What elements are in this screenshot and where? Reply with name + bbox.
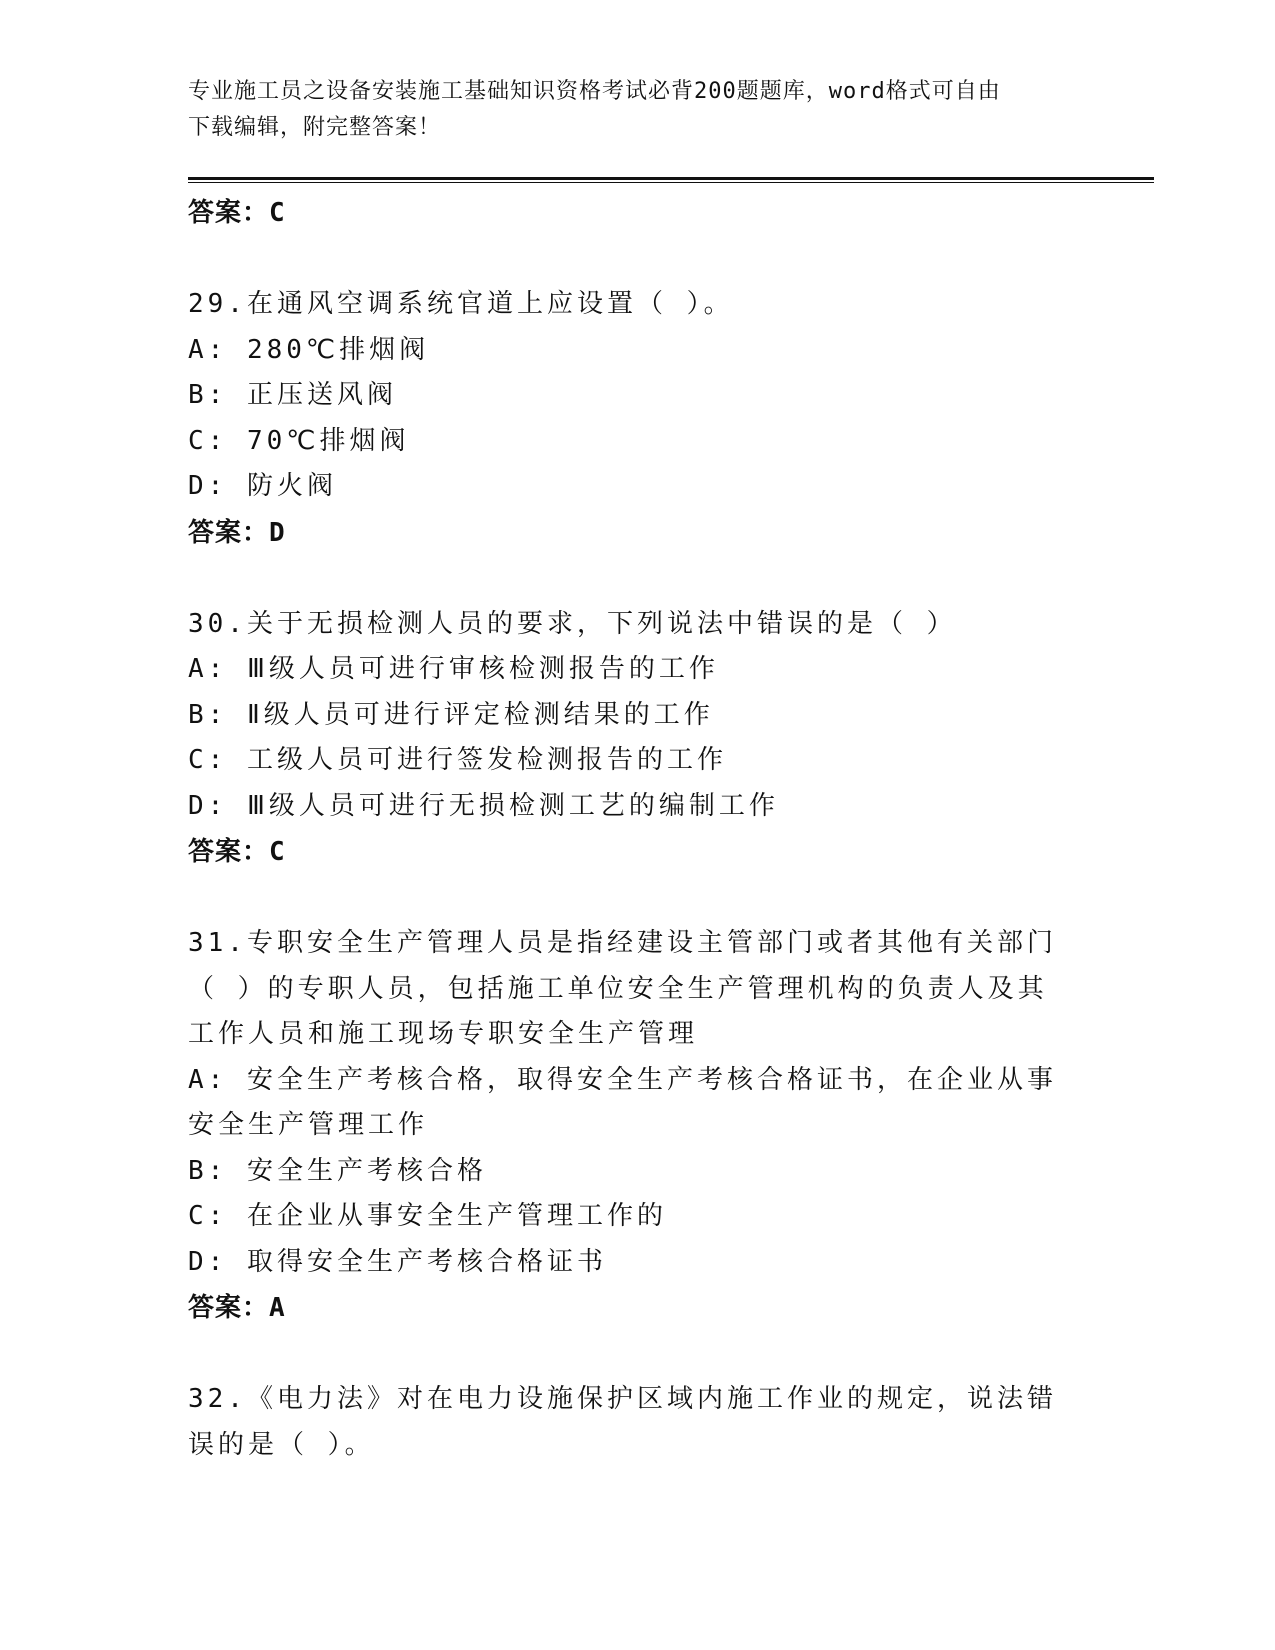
question-30 <box>188 602 1088 876</box>
document-header <box>188 74 1068 146</box>
answer-line: 答案：C <box>188 837 286 867</box>
option-d: D: 取得安全生产考核合格证书 <box>188 1246 607 1277</box>
option-b: B: Ⅱ级人员可进行评定检测结果的工作 <box>188 699 714 730</box>
option-d: D: 防火阀 <box>188 471 337 501</box>
header-rule-thick <box>188 177 1154 180</box>
question-32 <box>188 1377 1088 1468</box>
option-a: A: 280℃排烟阀 <box>188 334 430 365</box>
question-31 <box>188 921 1088 1331</box>
answer-line: 答案：D <box>188 517 286 548</box>
header-rule-thin <box>188 182 1154 183</box>
option-b: B: 正压送风阀 <box>188 380 397 410</box>
option-a: A: Ⅲ级人员可进行审核检测报告的工作 <box>188 654 719 684</box>
question-text: 31.专职安全生产管理人员是指经建设主管部门或者其他有关部门（ ）的专职人员，包括施工单位安全生产管理机构的负责人及其工作人员和施工现场专职安全生产管理 <box>188 928 1057 1049</box>
question-text: 32.《电力法》对在电力设施保护区域内施工作业的规定，说法错误的是（ ）。 <box>188 1384 1057 1460</box>
option-c: C: 工级人员可进行签发检测报告的工作 <box>188 745 727 775</box>
header-line-1: 专业施工员之设备安装施工基础知识资格考试必背200题题库，word格式可自由 <box>188 79 1001 104</box>
header-line-2: 下载编辑，附完整答案！ <box>188 115 442 140</box>
question-29 <box>188 282 1088 556</box>
question-text: 29.在通风空调系统官道上应设置（ ）。 <box>188 289 734 319</box>
option-c: C: 在企业从事安全生产管理工作的 <box>188 1201 667 1231</box>
document-body <box>188 190 1088 1468</box>
option-a: A: 安全生产考核合格，取得安全生产考核合格证书，在企业从事安全生产管理工作 <box>188 1064 1057 1140</box>
question-text: 30.关于无损检测人员的要求，下列说法中错误的是（ ） <box>188 608 957 639</box>
answer-line: 答案：A <box>188 1293 286 1323</box>
option-c: C: 70℃排烟阀 <box>188 425 410 456</box>
option-b: B: 安全生产考核合格 <box>188 1155 487 1186</box>
option-d: D: Ⅲ级人员可进行无损检测工艺的编制工作 <box>188 790 779 821</box>
answer-line: 答案：C <box>188 198 286 228</box>
